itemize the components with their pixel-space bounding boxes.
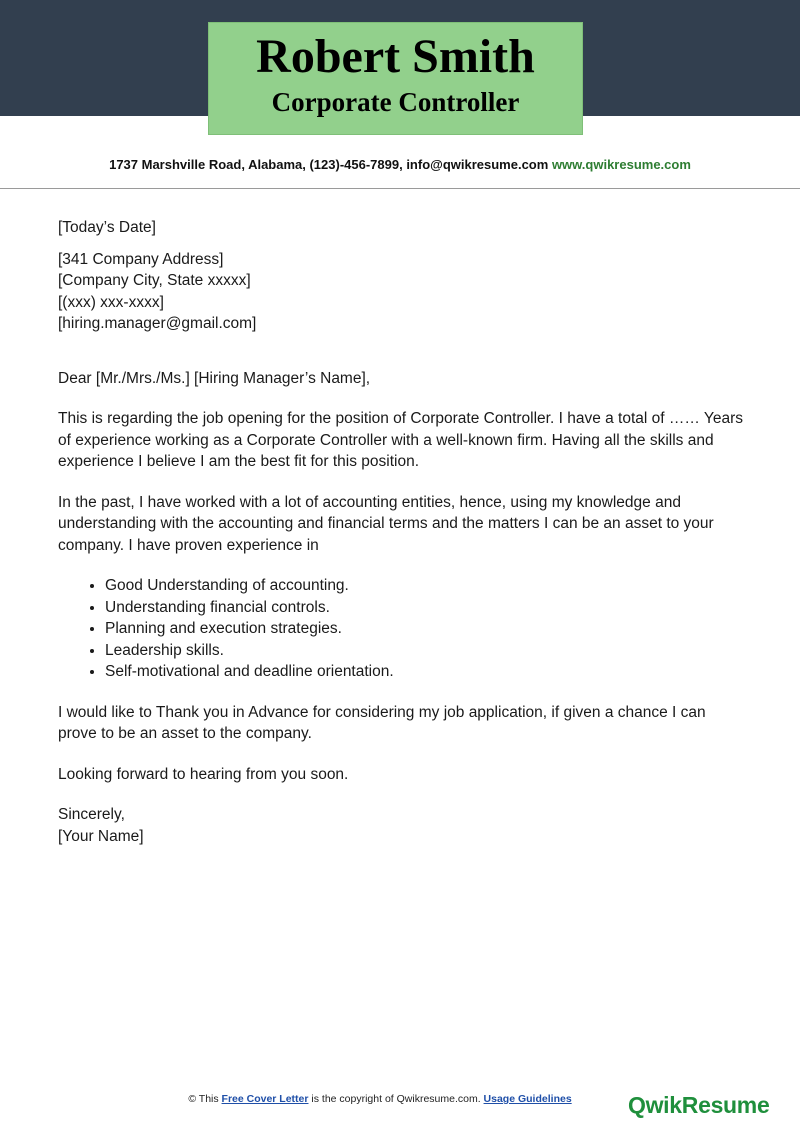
qwikresume-logo: [628, 1092, 769, 1119]
paragraph-1: This is regarding the job opening for the position of Corporate Controller. I have a total of …… Years of experience working as a Corporate Controller with a well-known firm. Having all the skills and experience I believe I am the best fit for this position.: [58, 410, 743, 470]
name-box: [208, 22, 583, 135]
address-line: [Company City, State xxxxx]: [58, 272, 251, 289]
paragraph-2: In the past, I have worked with a lot of accounting entities, hence, using my knowledge and understanding with the accounting and financial terms and the matters I can be an asset to your company. I have proven experience in: [58, 493, 714, 554]
paragraph-3: I would like to Thank you in Advance for considering my job application, if given a chance I can prove to be an asset to the company.: [58, 703, 706, 742]
usage-guidelines-link[interactable]: Usage Guidelines: [483, 1093, 572, 1105]
list-item: • Good Understanding of accounting.: [105, 575, 748, 597]
signature: [Your Name]: [58, 827, 144, 845]
letter-body: [58, 217, 748, 847]
website-link[interactable]: www.qwikresume.com: [551, 157, 691, 172]
closing: Sincerely,: [58, 806, 125, 823]
contact-details: 1737 Marshville Road, Alabama, (123)-456-7899, info@qwikresume.com: [109, 157, 549, 172]
address-line: [hiring.manager@gmail.com]: [58, 315, 257, 332]
letter-date: [Today’s Date]: [58, 219, 156, 236]
logo-q: Q: [628, 1092, 646, 1118]
salutation: Dear [Mr./Mrs./Ms.] [Hiring Manager’s Name],: [58, 369, 371, 387]
address-line: [(xxx) xxx-xxxx]: [58, 293, 164, 311]
candidate-title: Corporate Controller: [271, 87, 520, 117]
candidate-name: Robert Smith: [256, 30, 535, 83]
address-line: [341 Company Address]: [58, 250, 224, 268]
recipient-address: [58, 249, 748, 335]
list-item: • Planning and execution strategies.: [105, 618, 748, 640]
contact-line: [0, 157, 800, 172]
list-item: • Understanding financial controls.: [105, 597, 748, 619]
free-cover-letter-link[interactable]: Free Cover Letter: [221, 1093, 309, 1105]
experience-list: [58, 575, 748, 683]
footer-middle: is the copyright of Qwikresume.com.: [308, 1093, 484, 1105]
list-item: • Self-motivational and deadline orientation.: [105, 661, 748, 683]
logo-text: wikResume: [645, 1092, 770, 1118]
list-item: • Leadership skills.: [105, 640, 748, 662]
paragraph-4: Looking forward to hearing from you soon.: [58, 765, 349, 783]
header-divider: [0, 188, 800, 189]
footer-prefix: © This: [188, 1093, 222, 1105]
